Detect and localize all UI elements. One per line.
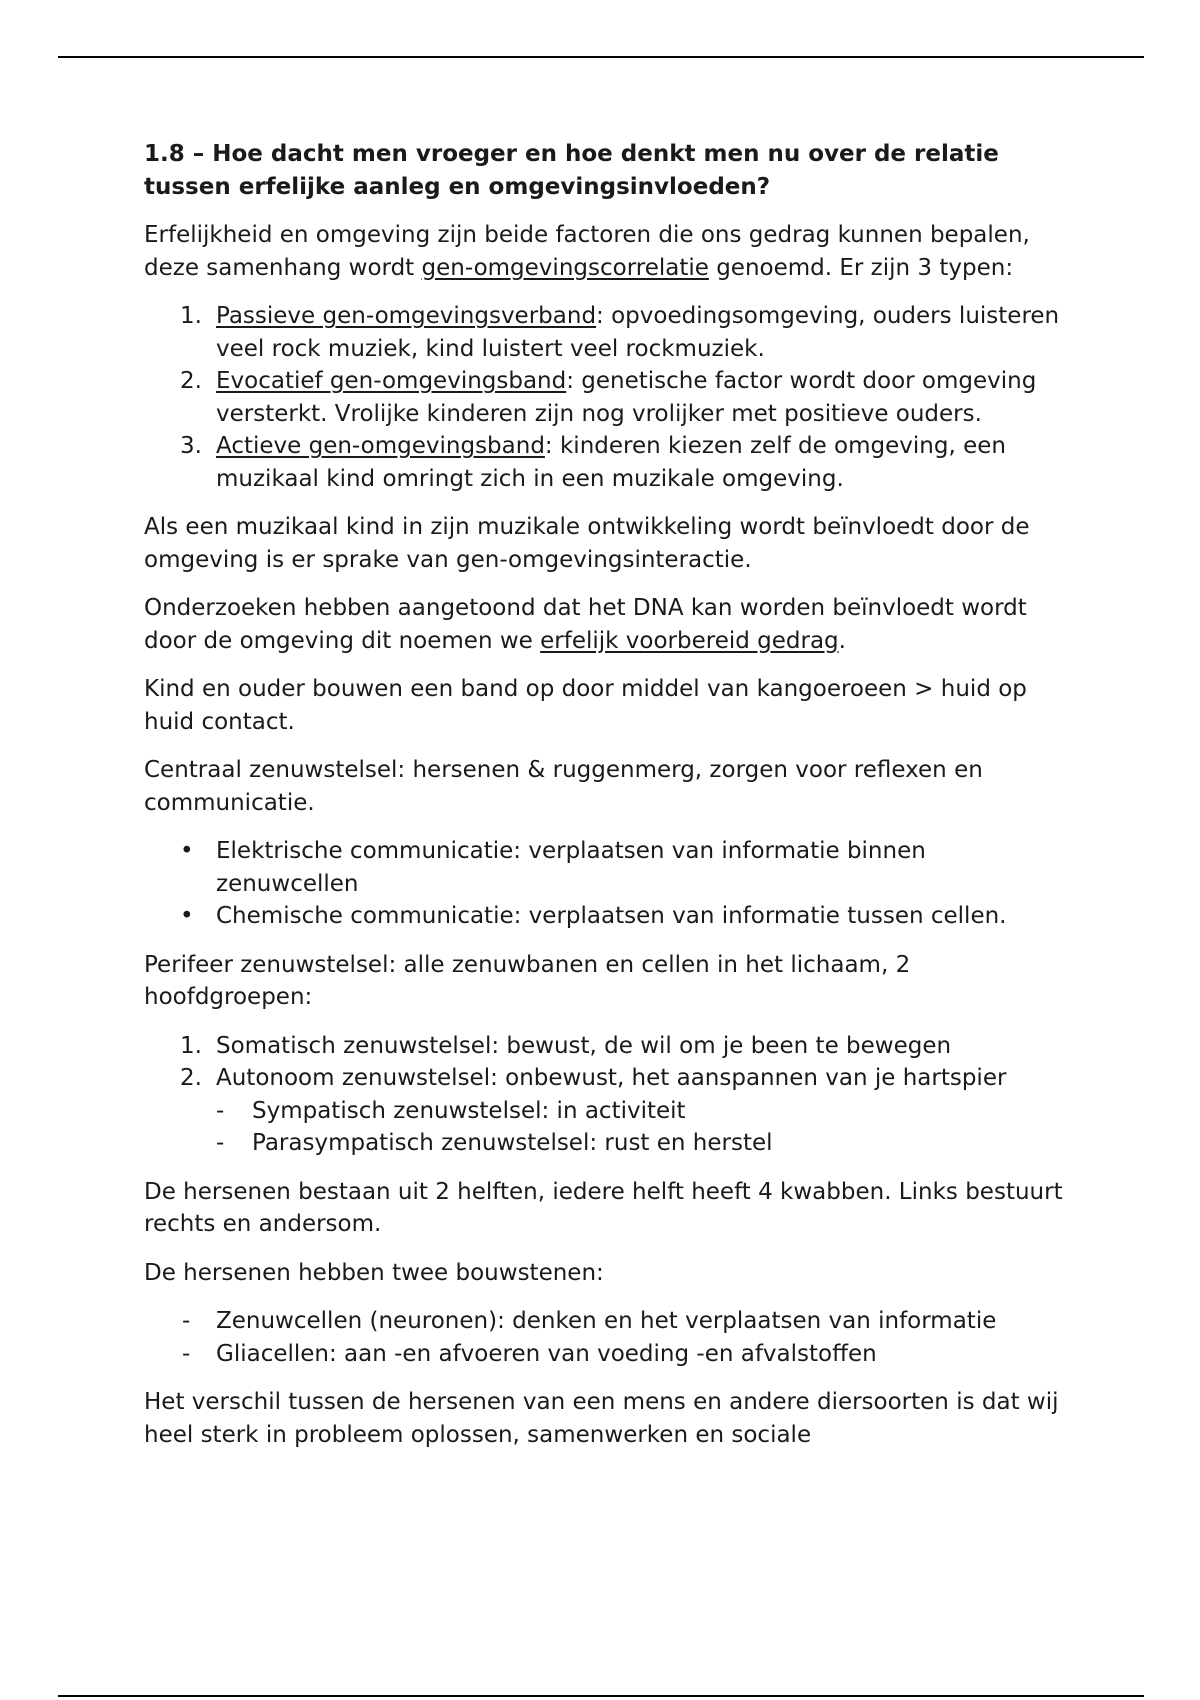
list-item [144, 835, 1064, 900]
underlined-term: Actieve gen-omgevingsband [216, 433, 545, 459]
underlined-term: Passieve gen-omgevingsverband [216, 303, 597, 329]
list-item [144, 1305, 1064, 1338]
list-text: Zenuwcellen (neuronen): denken en het verplaatsen van informatie [216, 1308, 997, 1334]
list-item [144, 900, 1064, 933]
paragraph-kangaroo: Kind en ouder bouwen een band op door middel van kangoeroeen > huid op huid contact. [144, 676, 1027, 735]
list-item [144, 1062, 1064, 1095]
text-span: Erfelijkheid en omgeving zijn beide factoren die ons gedrag kunnen bepalen, deze samenhang wordt [144, 222, 1030, 281]
paragraph-dna [144, 592, 1064, 657]
list-item [144, 1030, 1064, 1063]
list-item [144, 300, 1064, 365]
paragraph-species-difference: Het verschil tussen de hersenen van een mens en andere diersoorten is dat wij heel sterk in probleem oplossen, samenwerken en sociale [144, 1389, 1059, 1448]
list-item [144, 365, 1064, 430]
building-blocks-list [144, 1305, 1064, 1370]
top-rule [58, 56, 1144, 58]
list-number: 2. [180, 1065, 202, 1091]
list-text: Gliacellen: aan -en afvoeren van voeding -en afvalstoffen [216, 1340, 877, 1367]
bottom-rule [58, 1695, 1144, 1697]
text-span: . [838, 627, 846, 654]
text-span: genoemd. Er zijn 3 typen: [708, 254, 1014, 281]
list-text: Autonoom zenuwstelsel: onbewust, het aanspannen van je hartspier [216, 1065, 1007, 1091]
page-content [144, 138, 1064, 1467]
list-number: 3. [180, 433, 202, 459]
underlined-term: gen-omgevingscorrelatie [421, 254, 709, 281]
underlined-term: erfelijk voorbereid gedrag [540, 627, 839, 654]
bullet-marker: • [180, 903, 194, 929]
paragraph-interaction: Als een muzikaal kind in zijn muzikale ontwikkeling wordt beïnvloedt door de omgeving is er sprake van gen-omgevingsinteractie. [144, 514, 1030, 573]
paragraph-hemispheres: De hersenen bestaan uit 2 helften, iedere helft heeft 4 kwabben. Links bestuurt rechts en andersom. [144, 1178, 1063, 1237]
list-text: : opvoedingsomgeving, ouders luisteren veel rock muziek, kind luistert veel rockmuziek. [216, 303, 1060, 362]
list-text: Sympatisch zenuwstelsel: in activiteit [252, 1097, 686, 1124]
paragraph-peripheral-nervous-system: Perifeer zenuwstelsel: alle zenuwbanen en cellen in het lichaam, 2 hoofdgroepen: [144, 951, 911, 1010]
list-text: Parasympatisch zenuwstelsel: rust en herstel [252, 1130, 773, 1156]
paragraph-building-blocks: De hersenen hebben twee bouwstenen: [144, 1259, 604, 1286]
list-item [144, 430, 1064, 495]
list-item [144, 1338, 1064, 1371]
communication-list [144, 835, 1064, 933]
dash-marker: - [182, 1308, 191, 1334]
dash-marker: - [216, 1097, 225, 1124]
sub-list-item [144, 1127, 1064, 1160]
text-span: Onderzoeken hebben aangetoond dat het DNA kan worden beïnvloedt wordt door de omgeving dit noemen we [144, 595, 1027, 654]
correlation-types-list [144, 300, 1064, 495]
paragraph-central-nervous-system: Centraal zenuwstelsel: hersenen & ruggenmerg, zorgen voor reflexen en communicatie. [144, 757, 983, 816]
nervous-system-list [144, 1030, 1064, 1160]
dash-marker: - [216, 1130, 225, 1156]
dash-marker: - [182, 1340, 191, 1367]
list-number: 1. [180, 303, 202, 329]
underlined-term: Evocatief gen-omgevingsband [216, 368, 567, 394]
list-text: : kinderen kiezen zelf de omgeving, een muzikaal kind omringt zich in een muzikale omgeving. [216, 433, 1006, 492]
list-text: Chemische communicatie: verplaatsen van informatie tussen cellen. [216, 903, 1007, 929]
sub-list-item [144, 1095, 1064, 1128]
list-text: : genetische factor wordt door omgeving versterkt. Vrolijke kinderen zijn nog vrolijker met positieve ouders. [216, 368, 1037, 427]
bullet-marker: • [180, 838, 194, 864]
section-heading: 1.8 – Hoe dacht men vroeger en hoe denkt men nu over de relatie tussen erfelijke aanleg en omgevingsinvloeden? [144, 141, 999, 200]
list-text: Elektrische communicatie: verplaatsen van informatie binnen zenuwcellen [216, 838, 926, 897]
paragraph-correlation [144, 219, 1064, 284]
list-number: 2. [180, 368, 202, 394]
list-text: Somatisch zenuwstelsel: bewust, de wil om je been te bewegen [216, 1032, 952, 1059]
list-number: 1. [180, 1032, 202, 1059]
